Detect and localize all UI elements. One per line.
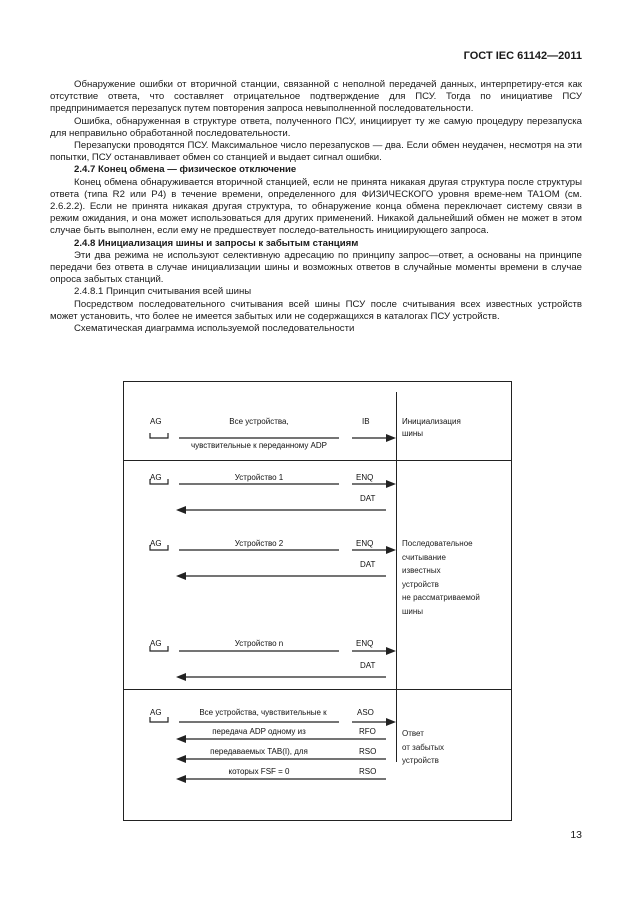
document-body	[50, 79, 582, 335]
enq-label: ENQ	[356, 639, 374, 648]
init-text: Все устройства,	[229, 417, 289, 426]
ag-label: AG	[150, 708, 162, 717]
section-heading: 2.4.8 Инициализация шины и запросы к забытым станциям	[74, 237, 359, 249]
rfo-label: RFO	[359, 727, 376, 736]
section-heading: 2.4.7 Конец обмена — физическое отключение	[74, 164, 297, 176]
ag-label: AG	[150, 539, 162, 548]
forgotten-text: передаваемых TAB(I), для	[210, 747, 308, 756]
enq-label: ENQ	[356, 473, 374, 482]
aso-label: ASO	[357, 708, 374, 717]
paragraph: Обнаружение ошибки от вторичной станции, связанной с неполной передачей данных, интерпретиру-ется как отсутствие ответа, что составляет отрицательное подтверждение для ПСУ. Тогда по инициативе ПСУ предпринимается перезапуск путем повторения запроса невыполненной последовательности.	[50, 79, 582, 115]
ag-label: AG	[150, 639, 162, 648]
paragraph: Ошибка, обнаруженная в структуре ответа, полученного ПСУ, инициирует ту же самую процедуру перезапуска для неправильно обработанной последовательности.	[50, 115, 582, 139]
subsection-heading: 2.4.8.1 Принцип считывания всей шины	[74, 286, 252, 298]
dat-label: DAT	[360, 661, 376, 670]
forgotten-side-label: Ответ от забытых устройств	[402, 729, 445, 765]
ag-label: AG	[150, 417, 162, 426]
device-2-label: Устройство 2	[234, 539, 284, 548]
paragraph: Посредством последовательного считывания всей шины ПСУ после считывания всех известных устройств может установить, что более не имеется забытых или не содержащихся в каталогах ПСУ устройств.	[50, 298, 582, 322]
paragraph: Эти два режима не используют селективную адресацию по принципу запрос—ответ, а основаны на принципе передачи без ответа в случае инициализации шины и возможных ответов в случайные моменты времени в случае опроса забытых станций.	[50, 249, 582, 286]
device-1-label: Устройство 1	[234, 473, 284, 482]
init-side-label: Инициализация	[402, 417, 461, 426]
init-text: чувствительные к переданному ADP	[190, 441, 328, 450]
rso-label: RSO	[359, 747, 377, 756]
forgotten-text: которых FSF = 0	[228, 767, 290, 776]
rso-label: RSO	[359, 767, 377, 776]
paragraph: Конец обмена обнаруживается вторичной станцией, если не принята никакая другая структура после структуры ответа (типа R2 или P4) в течение времени, определенного для ФИЗИЧЕСКОГО уровня време-нем TA1OM (см. 2.6.2.2). Если не принята никакая другая структура, то обнаружение конца обмена переключает систему связи в режим ожидания, и она может использоваться для других применений. Никакой дальнейший обмен не может в этом случае быть выполнен, если ему не предшествует последо-вательность инициирующего запроса.	[50, 176, 582, 237]
device-n-label: Устройство n	[234, 639, 284, 648]
dat-label: DAT	[360, 494, 376, 503]
document-header: ГОСТ IEC 61142—2011	[463, 50, 582, 62]
forgotten-text: Все устройства, чувствительные к	[199, 708, 327, 717]
paragraph: Перезапуски проводятся ПСУ. Максимальное число перезапусков — два. Если обмен неудачен, несмотря на эти попытки, ПСУ останавливает обмен со станцией и выдает сигнал ошибки.	[50, 140, 582, 164]
ib-label: IB	[362, 417, 370, 426]
diagram-caption: Схематическая диаграмма используемой последовательности	[74, 323, 355, 335]
forgotten-text: передача ADP одному из	[212, 727, 306, 736]
ag-bracket	[150, 433, 168, 438]
enq-label: ENQ	[356, 539, 374, 548]
dat-label: DAT	[360, 560, 376, 569]
page-number: 13	[570, 829, 582, 841]
sequence-diagram	[123, 381, 512, 821]
ag-label: AG	[150, 473, 162, 482]
sequence-side-label: Последовательное считывание известных устройств не рассматриваемой шины	[402, 539, 480, 616]
init-side-label: шины	[402, 429, 424, 438]
